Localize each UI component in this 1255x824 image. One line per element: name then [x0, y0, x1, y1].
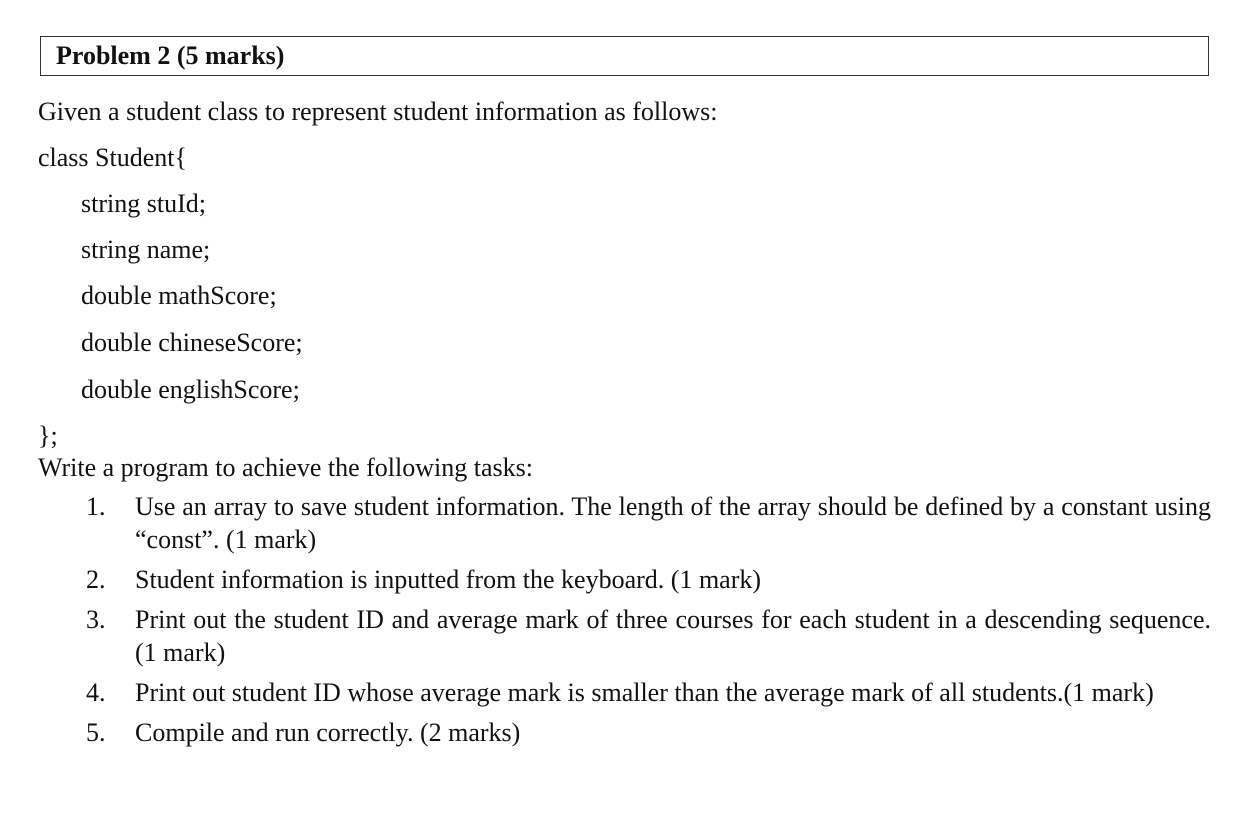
code-field-math-score: double mathScore;	[81, 281, 277, 310]
task-item	[78, 563, 1211, 596]
code-field-chinese-score: double chineseScore;	[81, 328, 303, 357]
task-item	[78, 676, 1211, 709]
task-text: Student information is inputted from the keyboard. (1 mark)	[135, 565, 762, 594]
problem-title: Problem 2 (5 marks)	[56, 41, 285, 70]
task-list	[78, 490, 1211, 756]
task-text: Print out the student ID and average mark of three courses for each student in a descending sequence.(1 mark)	[135, 605, 1211, 667]
task-intro: Write a program to achieve the following tasks:	[38, 453, 533, 482]
task-number: 5.	[86, 718, 106, 747]
code-field-english-score: double englishScore;	[81, 375, 300, 404]
code-field-stuid: string stuId;	[81, 189, 206, 218]
task-item	[78, 716, 1211, 749]
task-number: 1.	[86, 492, 106, 521]
task-item	[78, 490, 1211, 556]
code-field-name: string name;	[81, 235, 211, 264]
task-number: 4.	[86, 678, 106, 707]
code-class-close: };	[38, 421, 58, 450]
intro-text: Given a student class to represent student information as follows:	[38, 97, 718, 126]
task-number: 2.	[86, 565, 106, 594]
code-class-open: class Student{	[38, 143, 187, 172]
task-text: Print out student ID whose average mark is smaller than the average mark of all students.(1 mark)	[135, 678, 1154, 707]
task-item	[78, 603, 1211, 669]
task-number: 3.	[86, 605, 106, 634]
task-text: Use an array to save student information. The length of the array should be defined by a constant using “const”. (1 mark)	[135, 492, 1211, 554]
problem-heading-box	[40, 36, 1209, 76]
task-text: Compile and run correctly. (2 marks)	[135, 718, 521, 747]
